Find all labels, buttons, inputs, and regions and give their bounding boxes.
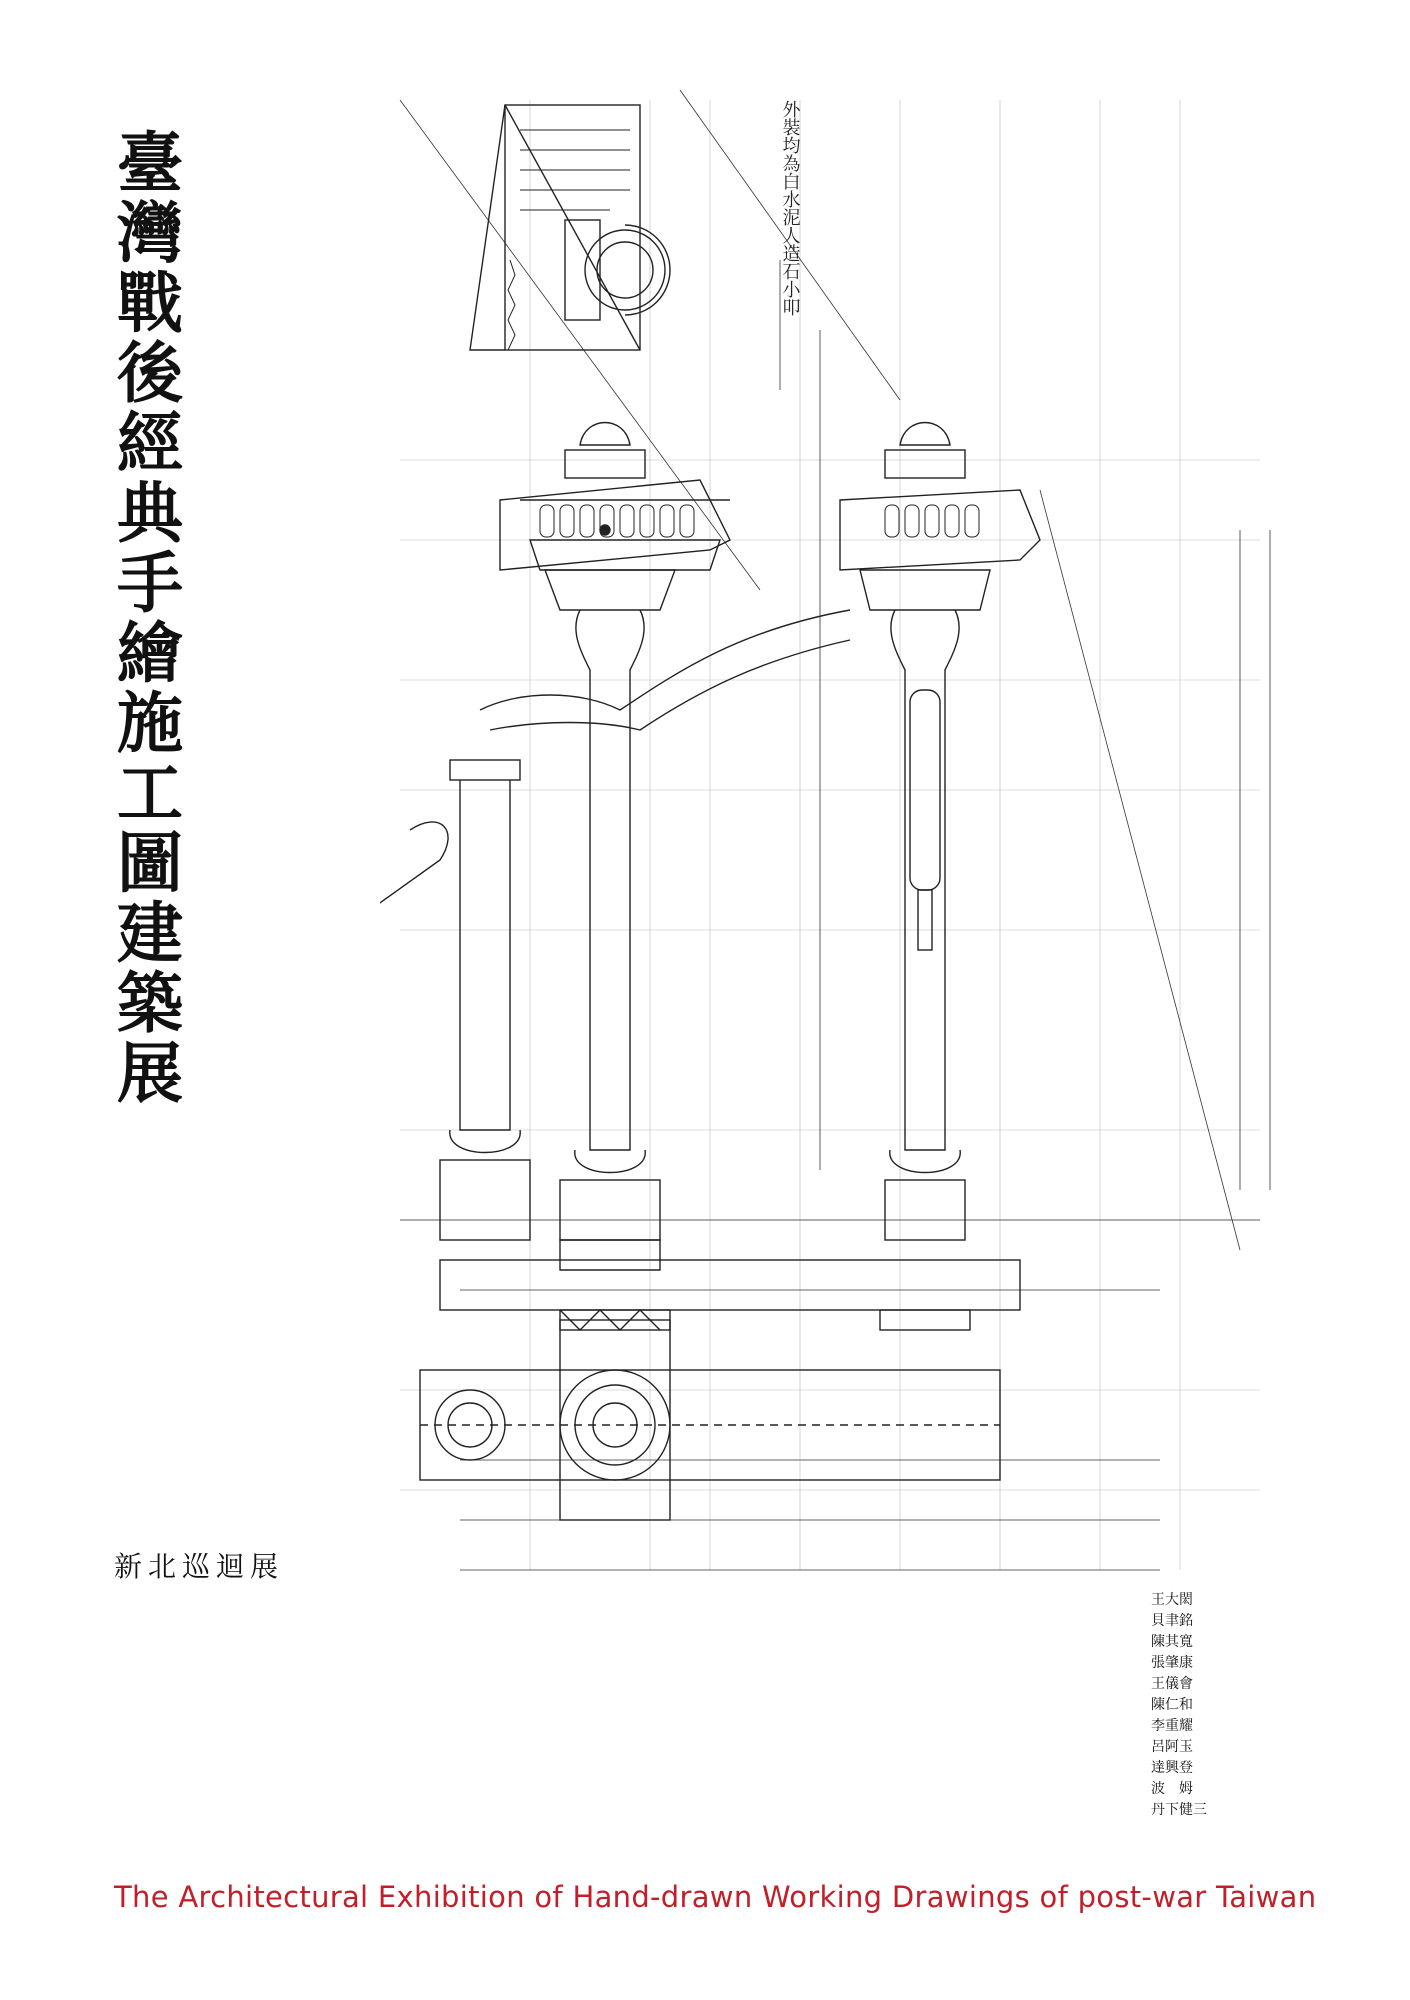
architect-name: 李重耀 [1151,1718,1193,1734]
title-char: 戰 [117,264,183,342]
title-char: 後 [117,334,183,412]
architect-name: 呂阿玉 [1151,1739,1193,1755]
architect-list [1151,1590,1207,1821]
title-char: 施 [117,684,183,762]
architect-name: 陳其寬 [1151,1634,1193,1650]
english-title: The Architectural Exhibition of Hand-drawn Working Drawings of post-war Taiwan [114,1880,1317,1914]
architect-name: 陳仁和 [1151,1697,1193,1713]
title-char: 經 [117,404,183,482]
title-char: 建 [117,894,183,972]
architect-name: 張肇康 [1151,1655,1193,1671]
title-char: 展 [117,1034,183,1112]
architectural-drawing [380,70,1300,1630]
architect-name: 達興登 [1151,1760,1193,1776]
architect-name: 丹下健三 [1151,1802,1207,1818]
title-char: 圖 [117,824,183,902]
architect-name: 王大閎 [1151,1592,1193,1608]
title-vertical [110,124,190,1112]
title-char: 繪 [117,614,183,692]
title-char: 灣 [117,194,183,272]
title-char: 手 [117,544,183,622]
architect-name: 貝聿銘 [1151,1613,1193,1629]
title-char: 築 [117,964,183,1042]
title-char: 臺 [117,124,183,202]
title-char: 典 [117,474,183,552]
architect-name: 波 姆 [1151,1781,1193,1797]
subtitle: 新北巡迴展 [114,1550,285,1583]
architect-name: 王儀會 [1151,1676,1193,1692]
title-char: 工 [117,754,183,832]
handwritten-note: 外裝均為白水泥人造石小叩 [779,100,801,316]
